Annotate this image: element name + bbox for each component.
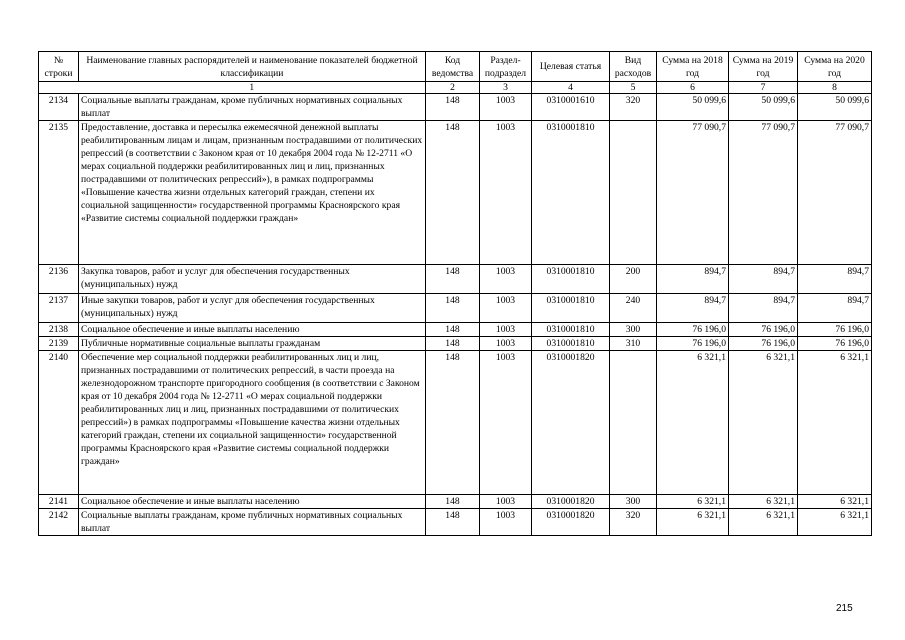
sum-2018-cell: 6 321,1 [657,509,729,536]
header-section: Раздел-подраздел [480,52,532,82]
row-number-cell: 2137 [39,294,79,323]
table-row [39,294,872,323]
row-number-cell: 2134 [39,94,79,121]
header-sum-2019: Сумма на 2019 год [729,52,798,82]
sum-2018-cell: 76 196,0 [657,323,729,337]
column-number: 6 [657,82,729,94]
expense-type-cell: 300 [610,495,657,509]
table-row [39,337,872,351]
column-number: 3 [480,82,532,94]
header-sum-2018: Сумма на 2018 год [657,52,729,82]
header-dept-code: Код ведомства [426,52,480,82]
dept-code-cell: 148 [426,323,480,337]
header-row [39,52,872,82]
name-cell: Предоставление, доставка и пересылка ежемесячной денежной выплаты реабилитированным лицам и лицам, признанным пострадавшими от политических репрессий (в соответствии с Законом края от 10 декабря 2004 года № 12-2711 «О мерах социальной поддержки реабилитированных лиц и лиц, признанных пострадавшими от политических репрессий»), в рамках подпрограммы «Повышение качества жизни отдельных категорий граждан, степени их социальной защищенности» государственной программы Красноярского края «Развитие системы социальной поддержки граждан» [79,121,426,265]
sum-2020-cell: 77 090,7 [798,121,872,265]
sum-2019-cell: 76 196,0 [729,323,798,337]
expense-type-cell: 320 [610,94,657,121]
target-cell: 0310001610 [532,94,610,121]
target-cell: 0310001810 [532,337,610,351]
budget-table [38,51,872,536]
column-number-label: 1 [249,82,255,93]
expense-type-cell: 310 [610,337,657,351]
sum-2020-cell: 6 321,1 [798,351,872,495]
section-cell: 1003 [480,121,532,265]
sum-2019-cell: 6 321,1 [729,351,798,495]
sum-2020-cell: 6 321,1 [798,509,872,536]
dept-code-cell: 148 [426,495,480,509]
row-number-cell: 2140 [39,351,79,495]
target-cell: 0310001810 [532,323,610,337]
expense-type-cell: 300 [610,323,657,337]
sum-2018-cell: 6 321,1 [657,495,729,509]
section-cell: 1003 [480,351,532,495]
row-number-cell: 2135 [39,121,79,265]
page-number: 215 [836,603,853,614]
section-cell: 1003 [480,509,532,536]
column-number: 5 [610,82,657,94]
column-number: 4 [532,82,610,94]
column-number-row [39,82,872,94]
section-cell: 1003 [480,294,532,323]
column-number: 8 [798,82,872,94]
sum-2019-cell: 894,7 [729,265,798,294]
table-row [39,121,872,265]
sum-2018-cell: 50 099,6 [657,94,729,121]
dept-code-cell: 148 [426,294,480,323]
sum-2019-cell: 50 099,6 [729,94,798,121]
dept-code-cell: 148 [426,337,480,351]
section-cell: 1003 [480,94,532,121]
sum-2020-cell: 76 196,0 [798,323,872,337]
expense-type-cell [610,351,657,495]
expense-type-cell: 240 [610,294,657,323]
table-row [39,509,872,536]
section-cell: 1003 [480,495,532,509]
name-cell: Иные закупки товаров, работ и услуг для обеспечения государственных (муниципальных) нужд [79,294,426,323]
name-cell: Обеспечение мер социальной поддержки реабилитированных лиц и лиц, признанных пострадавшими от политических репрессий, в части проезда на железнодорожном транспорте пригородного сообщения (в соответствии с Законом края от 10 декабря 2004 года № 12-2711 «О мерах социальной поддержки реабилитированных лиц и лиц, признанных пострадавшими от политических репрессий») в рамках подпрограммы «Повышение качества жизни отдельных категорий граждан, степени их социальной защищенности» государственной программы Красноярского края «Развитие системы социальной поддержки граждан» [79,351,426,495]
sum-2019-cell: 6 321,1 [729,509,798,536]
target-cell: 0310001820 [532,495,610,509]
column-number [79,82,426,94]
header-expense-type: Вид расходов [610,52,657,82]
table-row [39,351,872,495]
sum-2019-cell: 76 196,0 [729,337,798,351]
section-cell: 1003 [480,265,532,294]
target-cell: 0310001810 [532,121,610,265]
sum-2018-cell: 894,7 [657,294,729,323]
sum-2018-cell: 76 196,0 [657,337,729,351]
name-cell: Социальное обеспечение и иные выплаты населению [79,495,426,509]
expense-type-cell: 320 [610,509,657,536]
target-cell: 0310001820 [532,509,610,536]
sum-2018-cell: 6 321,1 [657,351,729,495]
dept-code-cell: 148 [426,94,480,121]
column-number: 2 [426,82,480,94]
header-name: Наименование главных распорядителей и наименование показателей бюджетной классификации [79,52,426,82]
name-cell: Социальные выплаты гражданам, кроме публичных нормативных социальных выплат [79,94,426,121]
header-sum-2020: Сумма на 2020 год [798,52,872,82]
header-target: Целевая статья [532,52,610,82]
row-number-cell: 2142 [39,509,79,536]
dept-code-cell: 148 [426,265,480,294]
expense-type-cell: 200 [610,265,657,294]
sum-2019-cell: 6 321,1 [729,495,798,509]
name-cell: Публичные нормативные социальные выплаты гражданам [79,337,426,351]
dept-code-cell: 148 [426,509,480,536]
target-cell: 0310001810 [532,265,610,294]
name-cell: Социальное обеспечение и иные выплаты населению [79,323,426,337]
dept-code-cell: 148 [426,351,480,495]
sum-2020-cell: 76 196,0 [798,337,872,351]
expense-type-cell [610,121,657,265]
row-number-cell: 2141 [39,495,79,509]
sum-2020-cell: 6 321,1 [798,495,872,509]
sum-2019-cell: 77 090,7 [729,121,798,265]
section-cell: 1003 [480,337,532,351]
sum-2020-cell: 894,7 [798,265,872,294]
dept-code-cell: 148 [426,121,480,265]
header-row-number: № строки [39,52,79,82]
table-row [39,94,872,121]
table-row [39,323,872,337]
table-row [39,495,872,509]
section-cell: 1003 [480,323,532,337]
column-number [39,82,79,94]
sum-2018-cell: 77 090,7 [657,121,729,265]
row-number-cell: 2138 [39,323,79,337]
name-cell: Закупка товаров, работ и услуг для обеспечения государственных (муниципальных) нужд [79,265,426,294]
sum-2020-cell: 894,7 [798,294,872,323]
row-number-cell: 2136 [39,265,79,294]
row-number-cell: 2139 [39,337,79,351]
target-cell: 0310001820 [532,351,610,495]
sum-2020-cell: 50 099,6 [798,94,872,121]
target-cell: 0310001810 [532,294,610,323]
column-number: 7 [729,82,798,94]
sum-2018-cell: 894,7 [657,265,729,294]
name-cell: Социальные выплаты гражданам, кроме публичных нормативных социальных выплат [79,509,426,536]
table-row [39,265,872,294]
sum-2019-cell: 894,7 [729,294,798,323]
